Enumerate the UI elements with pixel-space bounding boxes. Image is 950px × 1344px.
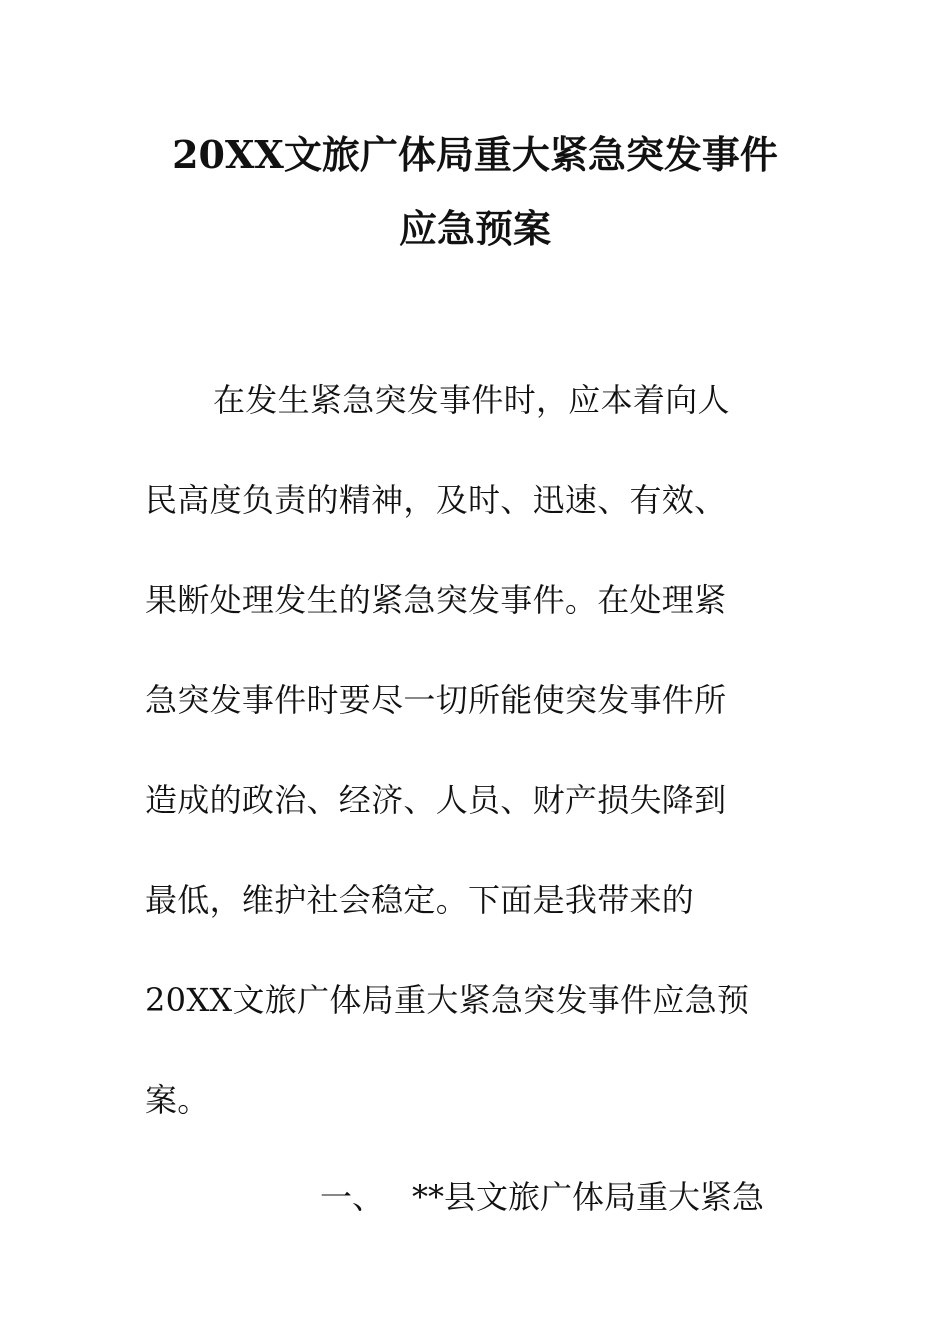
document-title-line-2: 应急预案 xyxy=(398,206,551,251)
paragraph-line: 急突发事件时要尽一切所能使突发事件所 xyxy=(145,681,727,719)
document-title-line-1: 20XX文旅广体局重大紧急突发事件 xyxy=(172,132,778,177)
paragraph-line: 20XX文旅广体局重大紧急突发事件应急预 xyxy=(145,981,750,1019)
paragraph-line: 果断处理发生的紧急突发事件。在处理紧 xyxy=(145,581,727,619)
paragraph-line: 案。 xyxy=(145,1081,210,1119)
paragraph-line: 在发生紧急突发事件时，应本着向人 xyxy=(213,381,730,419)
section-heading-number: 一、 xyxy=(320,1178,385,1216)
paragraph-line: 民高度负责的精神，及时、迅速、有效、 xyxy=(145,481,727,519)
paragraph-line: 最低，维护社会稳定。下面是我带来的 xyxy=(145,881,695,919)
paragraph-line: 造成的政治、经济、人员、财产损失降到 xyxy=(145,781,727,819)
section-heading xyxy=(320,1178,765,1216)
section-heading-text: **县文旅广体局重大紧急 xyxy=(412,1178,765,1216)
